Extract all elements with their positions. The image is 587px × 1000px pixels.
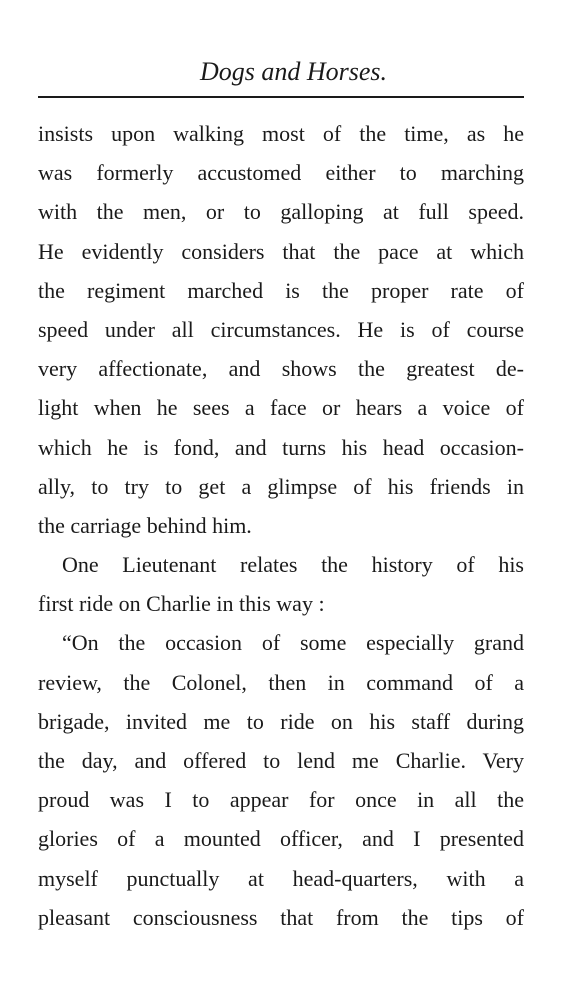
text-line: insists upon walking most of the time, as he bbox=[38, 121, 524, 146]
text-line: He evidently considers that the pace at which bbox=[38, 238, 524, 264]
text-line: the day, and offered to lend me Charlie. Very bbox=[38, 748, 524, 773]
text-line: the carriage behind him. bbox=[38, 512, 252, 538]
text-line: was formerly accustomed either to marching bbox=[38, 160, 524, 186]
text-line: with the men, or to galloping at full speed. bbox=[38, 199, 524, 225]
header-rule bbox=[38, 96, 524, 98]
text-line: One Lieutenant relates the history of his bbox=[62, 552, 524, 578]
text-line: first ride on Charlie in this way : bbox=[38, 591, 325, 617]
text-line: proud was I to appear for once in all the bbox=[38, 787, 524, 813]
text-line: very affectionate, and shows the greatest de- bbox=[38, 356, 524, 382]
text-line: the regiment marched is the proper rate of bbox=[38, 277, 524, 303]
text-line: review, the Colonel, then in command of a bbox=[38, 669, 524, 695]
text-line: “On the occasion of some especially grand bbox=[62, 630, 524, 656]
running-head: Dogs and Horses. bbox=[199, 57, 388, 86]
text-line: ally, to try to get a glimpse of his friends in bbox=[38, 473, 524, 499]
text-line: myself punctually at head-quarters, with a bbox=[38, 865, 524, 891]
text-line: glories of a mounted officer, and I presented bbox=[38, 826, 524, 852]
text-line: light when he sees a face or hears a voice of bbox=[38, 395, 524, 421]
text-line: pleasant consciousness that from the tips of bbox=[38, 904, 524, 930]
text-line: which he is fond, and turns his head occasion- bbox=[38, 434, 524, 460]
text-line: speed under all circumstances. He is of course bbox=[38, 316, 524, 342]
body-text bbox=[38, 114, 524, 937]
text-line: brigade, invited me to ride on his staff during bbox=[38, 708, 524, 734]
